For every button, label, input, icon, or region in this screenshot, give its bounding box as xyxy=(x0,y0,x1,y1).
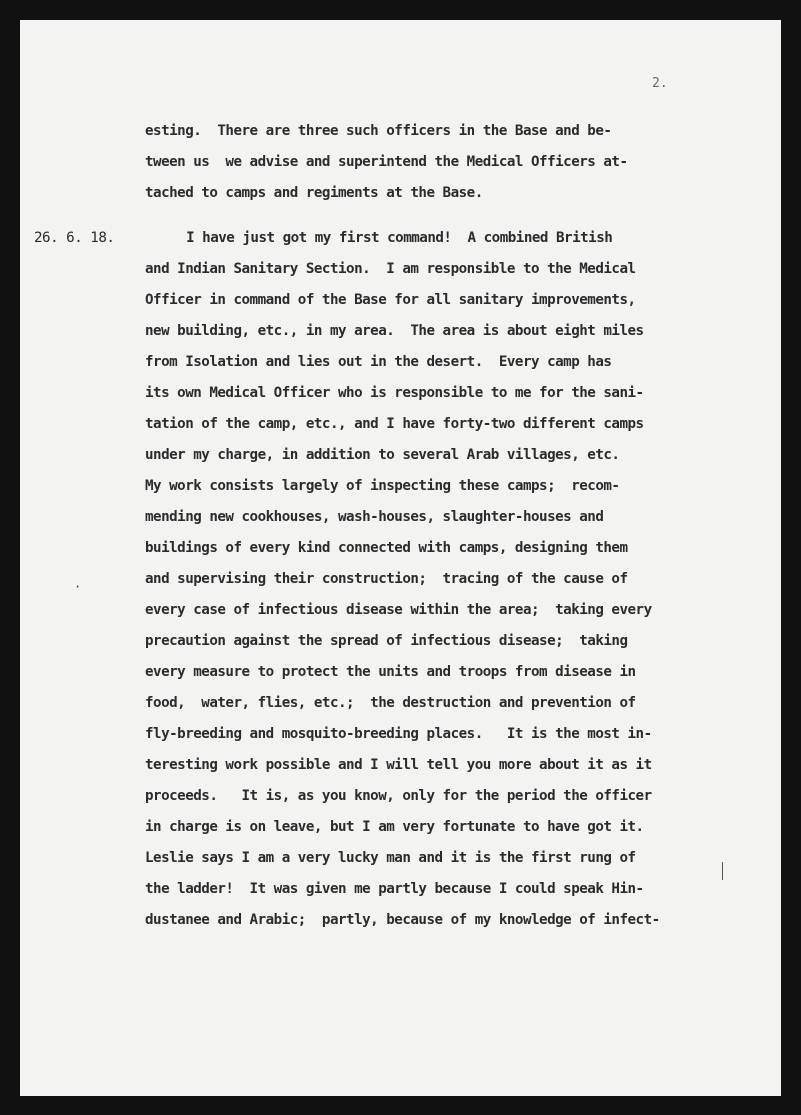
text-line: Leslie says I am a very lucky man and it is the first rung of xyxy=(145,850,636,866)
text-line: tween us we advise and superintend the Medical Officers at- xyxy=(145,154,628,170)
text-line: food, water, flies, etc.; the destruction and prevention of xyxy=(145,695,636,711)
margin-rule xyxy=(722,862,723,880)
page-number: 2. xyxy=(652,76,668,91)
text-line: I have just got my first command! A combined British xyxy=(170,230,613,246)
text-line: the ladder! It was given me partly because I could speak Hin- xyxy=(145,881,644,897)
text-line: in charge is on leave, but I am very fortunate to have got it. xyxy=(145,819,644,835)
text-line: its own Medical Officer who is responsible to me for the sani- xyxy=(145,385,644,401)
text-line: proceeds. It is, as you know, only for the period the officer xyxy=(145,788,652,804)
text-line: My work consists largely of inspecting these camps; recom- xyxy=(145,478,620,494)
text-line: teresting work possible and I will tell you more about it as it xyxy=(145,757,652,773)
text-line: precaution against the spread of infectious disease; taking xyxy=(145,633,628,649)
text-line: dustanee and Arabic; partly, because of my knowledge of infect- xyxy=(145,912,660,928)
text-line: under my charge, in addition to several Arab villages, etc. xyxy=(145,447,620,463)
text-line: fly-breeding and mosquito-breeding places. It is the most in- xyxy=(145,726,652,742)
margin-dot: · xyxy=(74,580,82,594)
text-line: and supervising their construction; tracing of the cause of xyxy=(145,571,628,587)
entry-date: 26. 6. 18. xyxy=(34,230,115,246)
text-line: esting. There are three such officers in the Base and be- xyxy=(145,123,612,139)
text-line: Officer in command of the Base for all sanitary improvements, xyxy=(145,292,636,308)
text-line: every measure to protect the units and troops from disease in xyxy=(145,664,636,680)
text-line: and Indian Sanitary Section. I am responsible to the Medical xyxy=(145,261,636,277)
text-line: buildings of every kind connected with camps, designing them xyxy=(145,540,628,556)
text-line: every case of infectious disease within the area; taking every xyxy=(145,602,652,618)
text-line: new building, etc., in my area. The area is about eight miles xyxy=(145,323,644,339)
text-line: mending new cookhouses, wash-houses, slaughter-houses and xyxy=(145,509,604,525)
text-line: tation of the camp, etc., and I have forty-two different camps xyxy=(145,416,644,432)
text-line: tached to camps and regiments at the Base. xyxy=(145,185,483,201)
text-line: from Isolation and lies out in the desert. Every camp has xyxy=(145,354,612,370)
document-page xyxy=(20,20,781,1096)
